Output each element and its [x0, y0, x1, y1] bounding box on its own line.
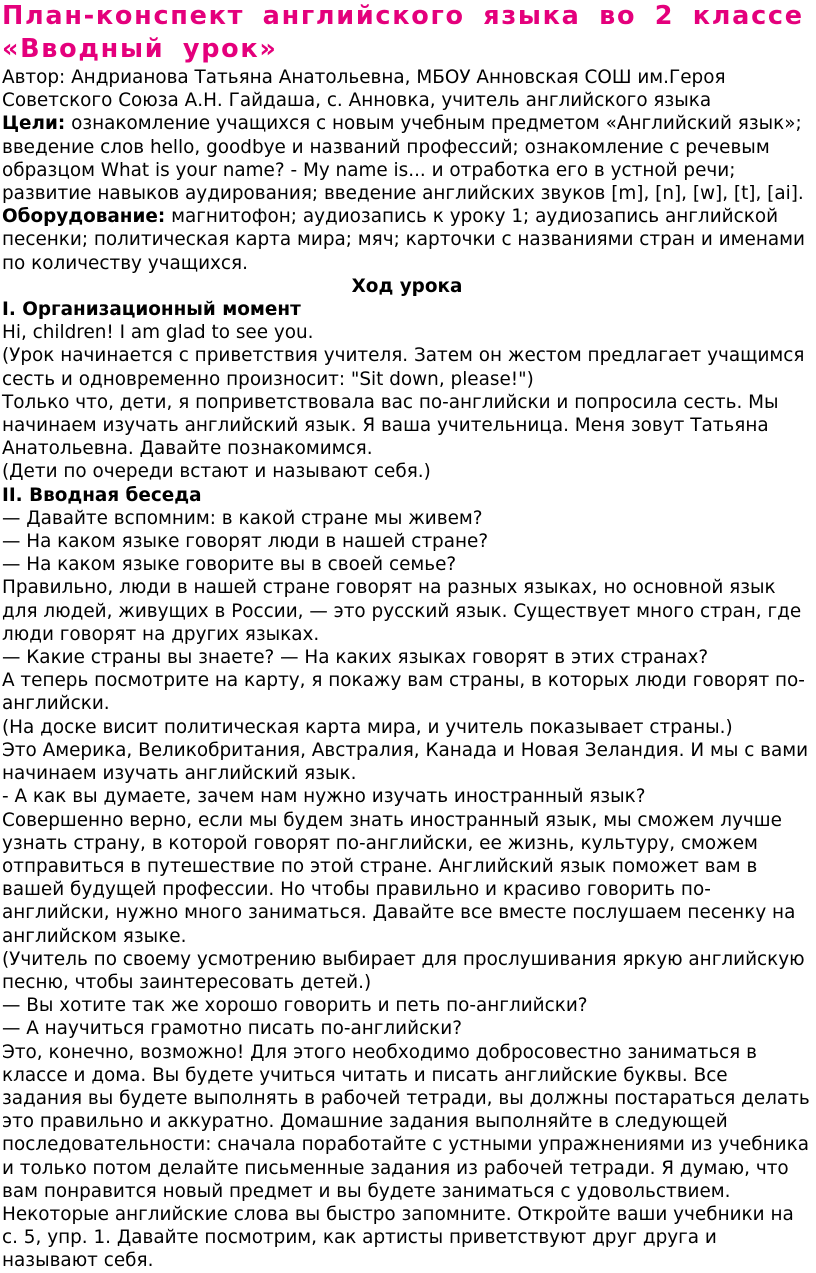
- section-1-line: Только что, дети, я поприветствовала вас по-английски и попросила сесть. Мы начинаем изучать английский язык. Я ваша учительница. Меня зовут Татьяна Анатольевна. Давайте познакомимся.: [2, 391, 779, 460]
- section-2-heading: II. Вводная беседа: [2, 484, 202, 506]
- section-2-line: Некоторые английские слова вы быстро запомните. Откройте ваши учебники на с. 5, упр. 1. Давайте посмотрим, как артисты приветствуют друг друга и называют себя.: [2, 1203, 794, 1272]
- section-2-line: — Давайте вспомним: в какой стране мы живем?: [2, 507, 483, 529]
- section-2-line: — На каком языке говорят люди в нашей стране?: [2, 531, 489, 553]
- lesson-heading: Ход урока: [351, 275, 463, 297]
- equipment-paragraph: [2, 205, 812, 275]
- section-2-line: Правильно, люди в нашей стране говорят на разных языках, но основной язык для людей, живущих в России, — это русский язык. Существует много стран, где люди говорят на других языках.: [2, 577, 802, 645]
- section-1-line: Hi, children! I am glad to see you.: [2, 322, 314, 344]
- section-2-line: - А как вы думаете, зачем нам нужно изучать иностранный язык?: [2, 786, 646, 808]
- section-2-line: — Вы хотите так же хорошо говорить и петь по-английски?: [2, 995, 588, 1017]
- section-2-line: А теперь посмотрите на карту, я покажу вам страны, в которых люди говорят по-английски.: [2, 670, 805, 715]
- section-2-line: Совершенно верно, если мы будем знать иностранный язык, мы сможем лучше узнать страну, в которой говорят по-английски, ее жизнь, культуру, сможем отправиться в путешествие по этой стране. Английский язык поможет вам в вашей будущей профессии. Но чтобы правильно и красиво говорить по-английски, нужно много заниматься. Давайте все вместе послушаем песенку на английском языке.: [2, 809, 796, 947]
- section-2-line: — На каком языке говорите вы в своей семье?: [2, 554, 457, 576]
- section-2-line: — А научиться грамотно писать по-английски?: [2, 1018, 463, 1040]
- section-1-line: (Дети по очереди встают и называют себя.): [2, 461, 431, 483]
- document-title: План-конспект английского языка во 2 классе «Вводный урок»: [2, 1, 804, 64]
- section-2-line: (Учитель по своему усмотрению выбирает для прослушивания яркую английскую песню, чтобы заинтересовать детей.): [2, 948, 805, 993]
- goals-text: ознакомление учащихся с новым учебным предметом «Английский язык»; введение слов hello, goodbye и названий профессий; ознакомление с речевым образцом What is your name? - My name is... и отработка его в устной речи; развитие навыков аудирования; введение английских звуков [m], [n], [w], [t], [ai].: [2, 113, 804, 205]
- goals-label: Цели:: [2, 113, 66, 135]
- equipment-text: магнитофон; аудиозапись к уроку 1; аудиозапись английской песенки; политическая карта мира; мяч; карточки с названиями стран и именами по количеству учащихся.: [2, 206, 805, 274]
- section-2-line: Это, конечно, возможно! Для этого необходимо добросовестно заниматься в классе и дома. Вы будете учиться читать и писать английские буквы. Все задания вы будете выполнять в рабочей тетради, вы должны постараться делать это правильно и аккуратно. Домашние задания выполняйте в следующей последовательности: сначала поработайте с устными упражнениями из учебника и только потом делайте письменные задания из рабочей тетради. Я думаю, что вам понравится новый предмет и вы будете заниматься с удовольствием.: [2, 1041, 810, 1202]
- section-1-line: (Урок начинается с приветствия учителя. Затем он жестом предлагает учащимся сесть и одновременно произносит: "Sit down, please!"): [2, 345, 805, 390]
- section-1-heading: I. Организационный момент: [2, 299, 301, 321]
- author-line: Автор: Андрианова Татьяна Анатольевна, МБОУ Анновская СОШ им.Героя Советского Союза А.Н. Гайдаша, с. Анновка, учитель английского языка: [2, 67, 726, 112]
- section-2-line: (На доске висит политическая карта мира, и учитель показывает страны.): [2, 716, 733, 738]
- equipment-label: Оборудование:: [2, 206, 166, 228]
- goals-paragraph: [2, 112, 812, 205]
- section-2-line: Это Америка, Великобритания, Австралия, Канада и Новая Зеландия. И мы с вами начинаем изучать английский язык.: [2, 739, 809, 785]
- section-2-line: — Какие страны вы знаете? — На каких языках говорят в этих странах?: [2, 647, 709, 669]
